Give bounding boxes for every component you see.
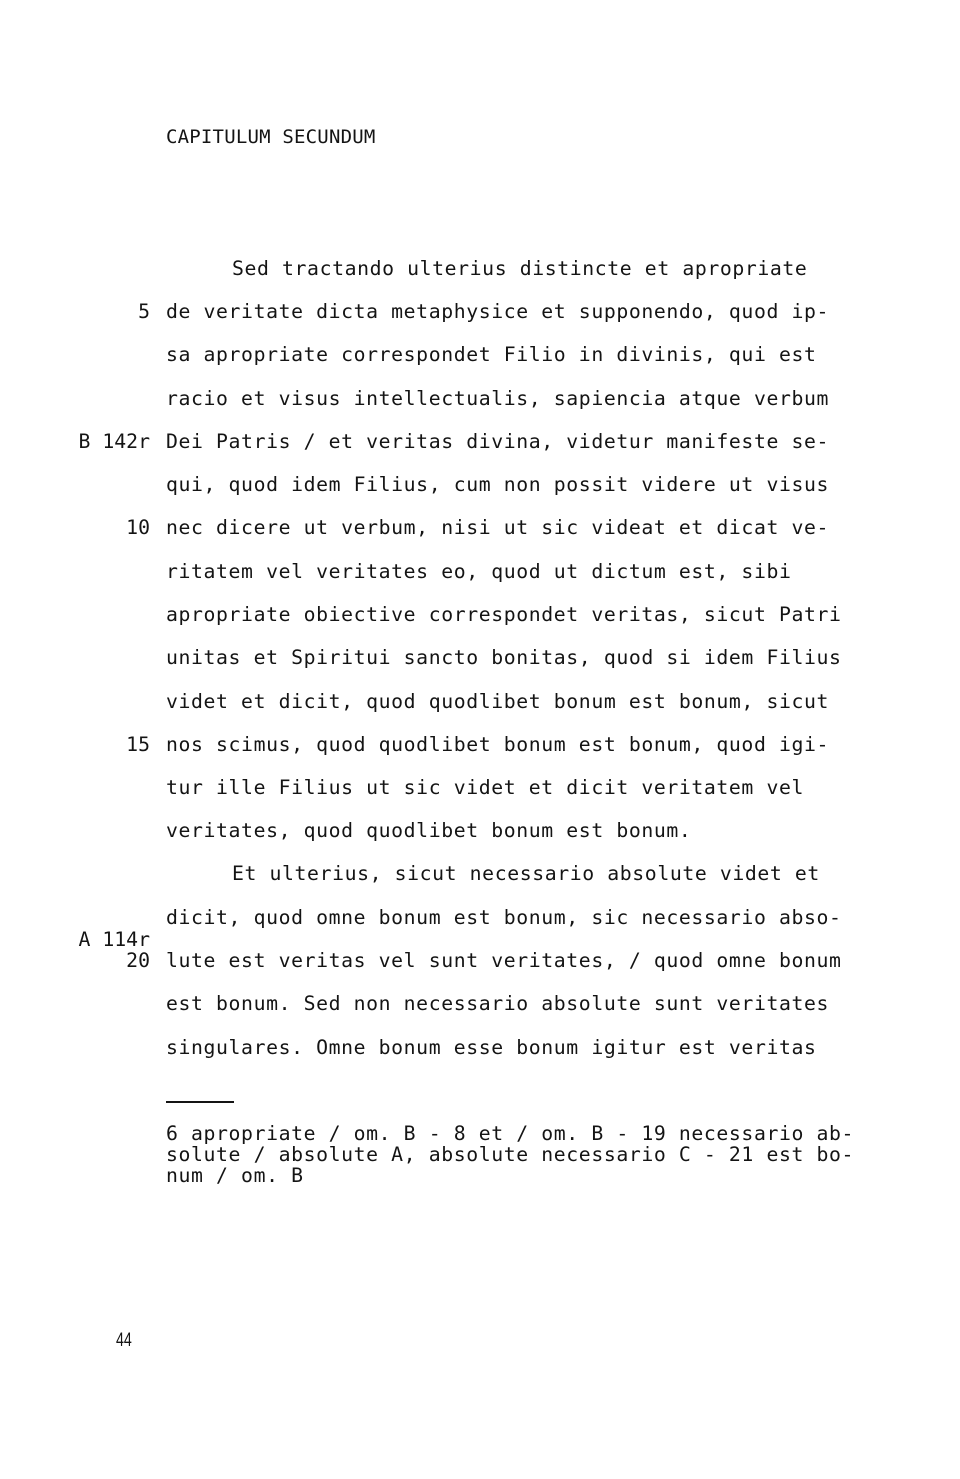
- text-line: de veritate dicta metaphysice et supponendo, quod ip-: [166, 300, 829, 323]
- text-line: tur ille Filius ut sic videt et dicit veritatem vel: [166, 776, 804, 799]
- text-line: nos scimus, quod quodlibet bonum est bonum, quod igi-: [166, 733, 829, 756]
- footnote-line: 6 apropriate / om. B - 8 et / om. B - 19 necessario ab-: [166, 1122, 855, 1145]
- margin-line-number-20: 20: [126, 949, 150, 972]
- text-line: Dei Patris / et veritas divina, videtur manifeste se-: [166, 430, 829, 453]
- text-line: Sed tractando ulterius distincte et apropriate: [232, 257, 808, 280]
- text-line: ritatem vel veritates eo, quod ut dictum est, sibi: [166, 560, 792, 583]
- footnote-line: solute / absolute A, absolute necessario C - 21 est bo-: [166, 1143, 855, 1166]
- text-line: unitas et Spiritui sancto bonitas, quod si idem Filius: [166, 646, 842, 669]
- margin-folio-a114r: A 114r: [78, 928, 150, 951]
- footnote-line: num / om. B: [166, 1164, 304, 1187]
- page-number: 44: [116, 1330, 132, 1351]
- margin-line-number-5: 5: [138, 300, 150, 323]
- margin-line-number-10: 10: [126, 516, 150, 539]
- text-line: apropriate obiective correspondet veritas, sicut Patri: [166, 603, 842, 626]
- text-line: dicit, quod omne bonum est bonum, sic necessario abso-: [166, 906, 842, 929]
- text-line: nec dicere ut verbum, nisi ut sic videat et dicat ve-: [166, 516, 829, 539]
- text-line: est bonum. Sed non necessario absolute sunt veritates: [166, 992, 829, 1015]
- margin-folio-b142r: B 142r: [78, 430, 150, 453]
- text-line: racio et visus intellectualis, sapiencia atque verbum: [166, 387, 829, 410]
- text-line: veritates, quod quodlibet bonum est bonum.: [166, 819, 692, 842]
- text-line: qui, quod idem Filius, cum non possit videre ut visus: [166, 473, 829, 496]
- text-line: Et ulterius, sicut necessario absolute videt et: [232, 862, 820, 885]
- text-line: lute est veritas vel sunt veritates, / quod omne bonum: [166, 949, 842, 972]
- text-line: singulares. Omne bonum esse bonum igitur est veritas: [166, 1036, 817, 1059]
- footnote-rule: [166, 1101, 234, 1103]
- text-line: videt et dicit, quod quodlibet bonum est bonum, sicut: [166, 690, 829, 713]
- chapter-heading: CAPITULUM SECUNDUM: [166, 126, 376, 148]
- text-line: sa apropriate correspondet Filio in divinis, qui est: [166, 343, 817, 366]
- margin-line-number-15: 15: [126, 733, 150, 756]
